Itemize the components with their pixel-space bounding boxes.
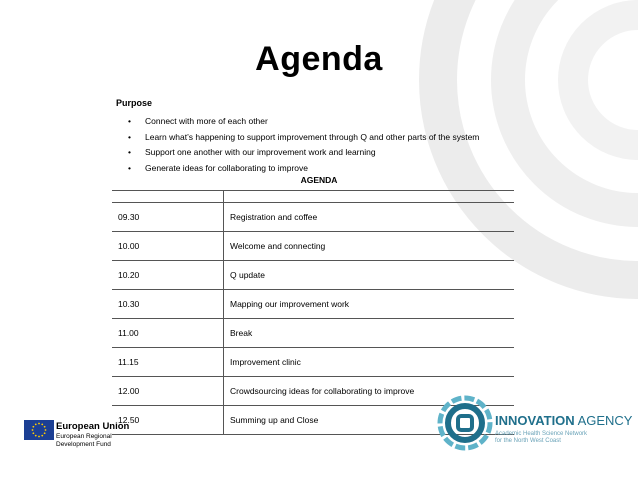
innovation-agency-name (495, 413, 632, 428)
innovation-agency-logo-icon (437, 395, 493, 451)
ia-name-light: AGENCY (574, 413, 633, 428)
eu-star (44, 426, 46, 428)
agenda-time: 12.00 (112, 377, 224, 406)
eu-fund (56, 433, 112, 449)
bullet-icon: • (128, 147, 131, 157)
table-header-cell (112, 191, 224, 203)
eu-star (41, 435, 43, 437)
eu-star (32, 429, 34, 431)
eu-name: European Union (56, 421, 130, 432)
eu-star (41, 423, 43, 425)
eu-star (38, 423, 40, 425)
purpose-item (116, 114, 479, 130)
purpose-item-text: Learn what’s happening to support improvement through Q and other parts of the system (145, 131, 480, 142)
purpose-item-text: Support one another with our improvement work and learning (145, 147, 376, 157)
bullet-icon: • (128, 162, 131, 173)
purpose-label: Purpose (116, 98, 153, 108)
purpose-item (116, 145, 479, 161)
eu-star (35, 423, 37, 425)
bullet-icon: • (128, 131, 131, 142)
page-title: Agenda (255, 40, 383, 78)
eu-star (45, 429, 47, 431)
purpose-item-text: Connect with more of each other (145, 116, 268, 126)
purpose-item (116, 130, 479, 146)
eu-star (38, 436, 40, 438)
table-header-cell (224, 191, 515, 203)
table-header-row (112, 191, 514, 203)
agenda-item: Q update (224, 261, 515, 290)
table-row (112, 290, 514, 319)
eu-star (35, 435, 37, 437)
agenda-time: 11.15 (112, 348, 224, 377)
purpose-item-text: Generate ideas for collaborating to improve (145, 162, 309, 173)
eu-flag-icon (24, 420, 54, 440)
agenda-item: Welcome and connecting (224, 232, 515, 261)
ia-sub-line: for the North West Coast (495, 438, 561, 444)
table-row (112, 232, 514, 261)
agenda-time: 10.30 (112, 290, 224, 319)
agenda-item: Summing up and Close (224, 406, 515, 435)
eu-fund-line: European Regional (56, 433, 112, 440)
agenda-heading: AGENDA (300, 175, 338, 185)
agenda-item: Mapping our improvement work (224, 290, 515, 319)
agenda-item: Crowdsourcing ideas for collaborating to improve (224, 377, 515, 406)
agenda-time: 10.20 (112, 261, 224, 290)
agenda-item: Improvement clinic (224, 348, 515, 377)
bullet-icon: • (128, 116, 131, 126)
table-row (112, 348, 514, 377)
agenda-time: 11.00 (112, 319, 224, 348)
eu-fund-line: Development Fund (56, 441, 111, 448)
agenda-time: 12.50 (112, 406, 224, 435)
purpose-list (116, 114, 479, 176)
agenda-item: Break (224, 319, 515, 348)
table-row (112, 319, 514, 348)
ia-name-bold: INNOVATION (495, 413, 575, 428)
purpose-item (116, 161, 479, 177)
innovation-agency-subtitle (495, 431, 587, 445)
eu-star (32, 426, 34, 428)
agenda-time: 09.30 (112, 203, 224, 232)
table-row (112, 203, 514, 232)
agenda-time: 10.00 (112, 232, 224, 261)
eu-star (44, 432, 46, 434)
table-row (112, 261, 514, 290)
ia-sub-line: Academic Health Science Network (495, 431, 588, 437)
agenda-item: Registration and coffee (224, 203, 515, 232)
eu-star (32, 432, 34, 434)
